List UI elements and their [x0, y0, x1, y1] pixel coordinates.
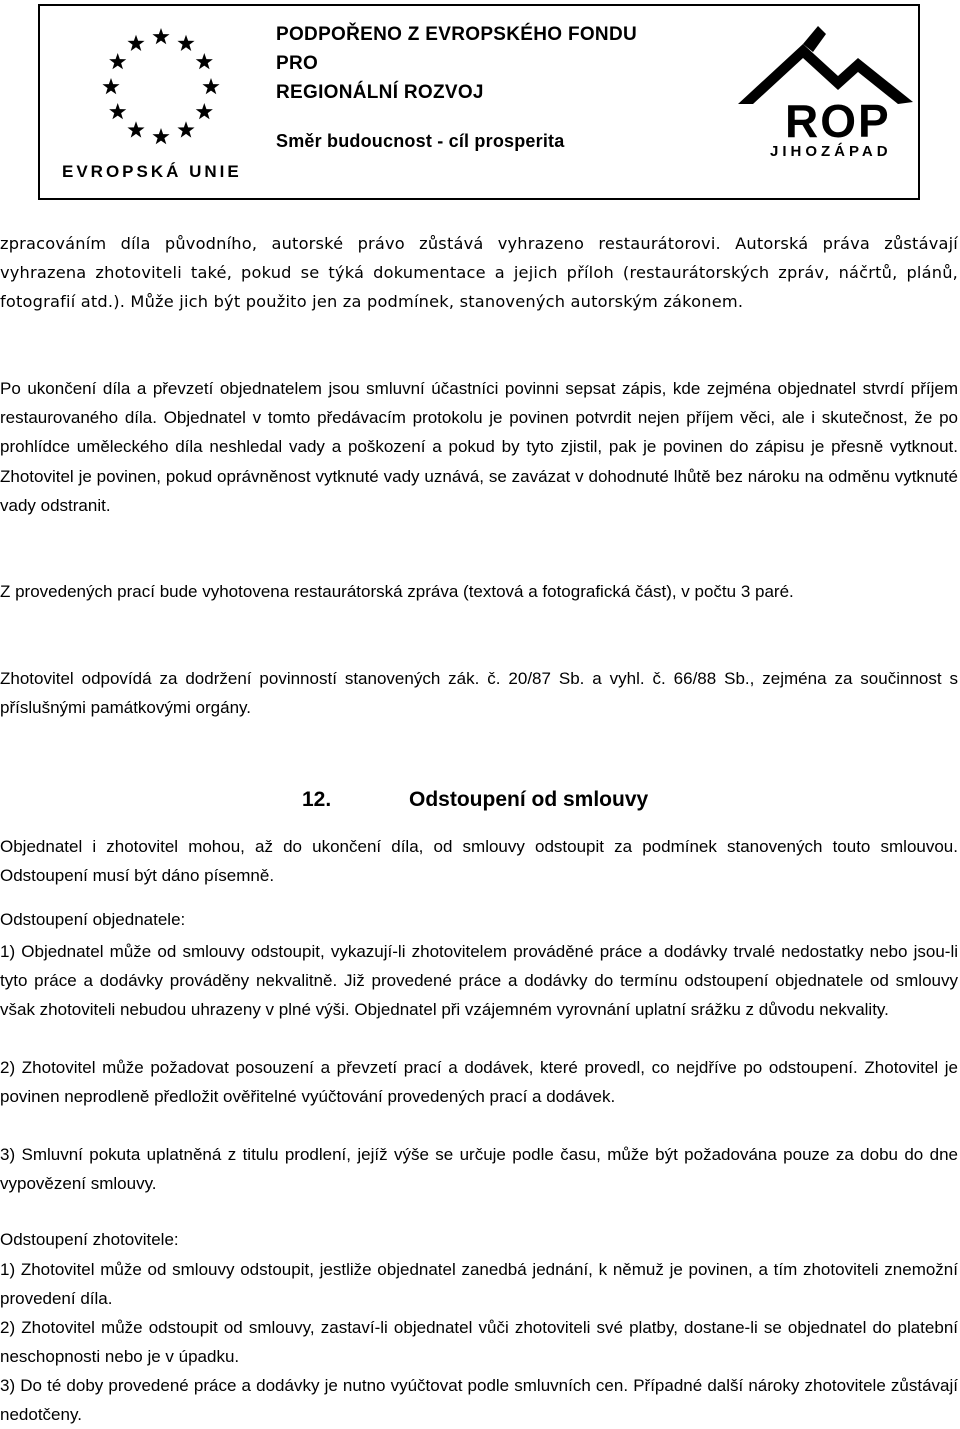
paragraph-report: Z provedených prací bude vyhotovena restaurátorská zpráva (textová a fotografická část), v počtu 3 paré. [0, 582, 794, 601]
eu-stars-logo [95, 23, 295, 155]
section-number: 12. [302, 788, 332, 811]
eu-star-icon [109, 53, 126, 69]
client-withdrawal-item-3: 3) Smluvní pokuta uplatněná z titulu prodlení, jejíž výše se určuje podle času, může být požadována pouze za dobu do dne vypovězení smlouvy. [0, 1145, 958, 1194]
eu-star-icon [202, 78, 219, 94]
eu-star-icon [177, 121, 194, 137]
contractor-withdrawal-heading: Odstoupení zhotovitele: [0, 1230, 179, 1249]
paragraph-obligations: Zhotovitel odpovídá za dodržení povinností stanovených zák. č. 20/87 Sb. a vyhl. č. 66/88 Sb., zejména za součinnost s příslušnými památkovými orgány. [0, 669, 958, 718]
section-intro: Objednatel i zhotovitel mohou, až do ukončení díla, od smlouvy odstoupit za podmínek stanovených touto smlouvou. Odstoupení musí být dáno písemně. [0, 837, 958, 886]
paragraph-copyright: zpracováním díla původního, autorské právo zůstává vyhrazeno restaurátorovi. Autorská práva zůstávají vyhrazena zhotoviteli také, pokud se týká dokumentace a jejich příloh (restaurátorských zpráv, náčrtů, plánů, fotografií atd.). Může jich být použito jen za podmínek, stanovených autorským zákonem. [0, 234, 958, 312]
eu-star-icon [102, 78, 119, 94]
rop-logo-subtitle: JIHOZÁPAD [770, 143, 892, 160]
banner-line-2: PRO [276, 53, 319, 74]
eu-star-icon [109, 103, 126, 119]
banner-line-1: PODPOŘENO Z EVROPSKÉHO FONDU [276, 24, 637, 45]
section-title: Odstoupení od smlouvy [409, 788, 649, 811]
contractor-withdrawal-item-3: 3) Do té doby provedené práce a dodávky je nutno vyúčtovat podle smluvních cen. Případné další nároky zhotovitele zůstávají nedotčeny. [0, 1376, 958, 1425]
banner-slogan: Směr budoucnost - cíl prosperita [276, 131, 565, 151]
paragraph-handover: Po ukončení díla a převzetí objednatelem jsou smluvní účastníci povinni sepsat zápis, kde zejména objednatel stvrdí příjem restaurovaného díla. Objednatel v tomto předávacím protokolu je povinen potvrdit nejen příjem věci, ale i skutečnost, že po prohlídce uměleckého díla neshledal vady a poškození a pokud by tyto zjistil, pak je povinen do zápisu je přesně vytknout. Zhotovitel je povinen, pokud oprávněnost vytknuté vady uznává, se zavázat v dohodnuté lhůtě bez nároku na odměnu vytknuté vady odstranit. [0, 379, 958, 515]
eu-star-icon [127, 121, 144, 137]
eu-star-icon [177, 35, 194, 51]
eu-label: EVROPSKÁ UNIE [62, 162, 242, 181]
client-withdrawal-item-1: 1) Objednatel může od smlouvy odstoupit, vykazují-li zhotovitelem prováděné práce a dodávky trvalé nedostatky nebo jsou-li tyto práce a dodávky prováděny nekvalitně. Již provedené práce a dodávky do termínu odstoupení objednatele od smlouvy však zhotoviteli nebudou uhrazeny v plné výši. Objednatel při vzájemném vyrovnání uplatní srážku z důvodu nekvality. [0, 942, 958, 1020]
header-banner [38, 4, 920, 200]
eu-star-icon [152, 128, 169, 144]
rop-logo-text: ROP [785, 95, 891, 147]
client-withdrawal-item-2: 2) Zhotovitel může požadovat posouzení a převzetí prací a dodávek, které provedl, co nejdříve po odstoupení. Zhotovitel je povinen neprodleně předložit ověřitelné vyúčtování provedených prací a dodávek. [0, 1058, 958, 1107]
contractor-withdrawal-item-1: 1) Zhotovitel může od smlouvy odstoupit, jestliže objednatel zanedbá jednání, k němuž je povinen, a tím zhotoviteli znemožní provedení díla. [0, 1260, 958, 1309]
eu-star-icon [196, 53, 213, 69]
client-withdrawal-heading: Odstoupení objednatele: [0, 910, 186, 929]
banner-line-3: REGIONÁLNÍ ROZVOJ [276, 82, 484, 103]
eu-star-icon [152, 28, 169, 44]
eu-star-icon [196, 103, 213, 119]
eu-star-icon [127, 35, 144, 51]
contractor-withdrawal-item-2: 2) Zhotovitel může odstoupit od smlouvy, zastaví-li objednatel vůči zhotoviteli své platby, dostane-li se objednatel do platební neschopnosti nebo je v úpadku. [0, 1318, 958, 1367]
